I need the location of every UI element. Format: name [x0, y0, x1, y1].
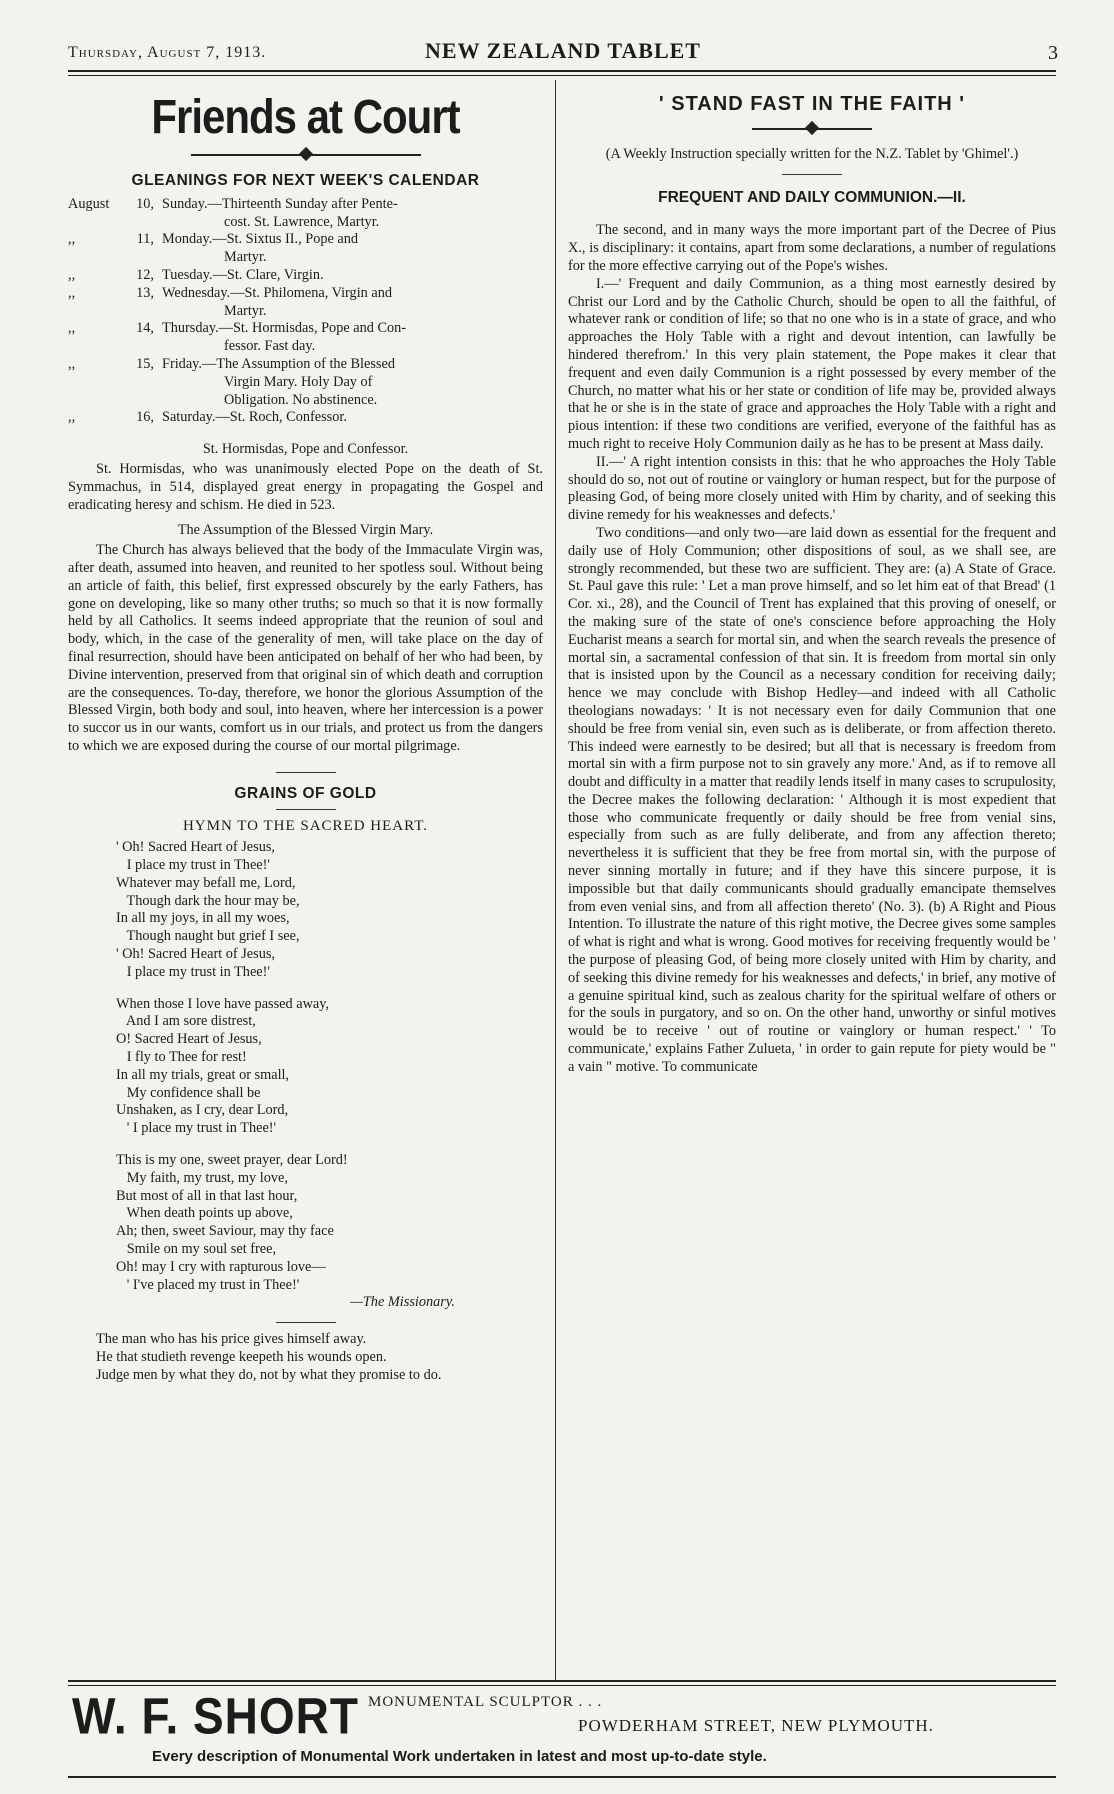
- header-rule: [68, 70, 1056, 72]
- calendar-entry: August 10, Sunday.—Thirteenth Sunday after Pente- cost. St. Lawrence, Martyr.: [68, 195, 398, 230]
- hymn-stanza: This is my one, sweet prayer, dear Lord! My faith, my trust, my love, But most of all in that last hour, When death points up above, Ah; then, sweet Saviour, may thy face Smile on my soul set free, Oh! may I cry with rapturous love— ' I've placed my trust in Thee!': [116, 1152, 348, 1293]
- column-title-stand-fast: ' STAND FAST IN THE FAITH ': [658, 93, 966, 115]
- communion-heading: FREQUENT AND DAILY COMMUNION.—II.: [658, 188, 966, 206]
- advert-tagline: Every description of Monumental Work undertaken in latest and most up-to-date style.: [152, 1748, 767, 1765]
- hymn-title: HYMN TO THE SACRED HEART.: [182, 817, 429, 834]
- paragraph-hormisdas: St. Hormisdas, who was unanimously elected Pope on the death of St. Symmachus, in 514, displayed great energy in propagating the Gospel and eradicating heresy and schism. He died in 523.: [68, 460, 543, 513]
- issue-date: Thursday, August 7, 1913.: [68, 44, 267, 61]
- article-paragraph: I.—' Frequent and daily Communion, as a thing most earnestly desired by Christ our Lord and by the Catholic Church, should be open to all the faithful, of whatever rank or condition of life; so that no one who is in a state of grace, and who approaches the Holy Table with a right and devout intention, can lawfully be hindered therefrom.' In this very plain statement, the Pope makes it clear that frequent and even daily Communion is a right possessed by every member of the Church, no matter what his or her state or condition of life may be, provided always that he or she is in the state of grace and approaches the Holy Table with a right and pious intention: if these two conditions are verified, everyone of the faithful has as much right to receive Holy Communion daily as he has to be present at Mass daily.: [568, 275, 1056, 452]
- article-paragraph: The second, and in many ways the more important part of the Decree of Pius X., is disciplinary: it contains, apart from some declarations, a number of regulations for the more effective carrying out of the Pope's wishes.: [568, 222, 1056, 274]
- hymn-stanza: When those I love have passed away, And I am sore distrest, O! Sacred Heart of Jesus, I fly to Thee for rest! In all my trials, great or small, My confidence shall be Unshaken, as I cry, dear Lord, ' I place my trust in Thee!': [116, 995, 330, 1137]
- hymn-attribution: —The Missionary.: [350, 1294, 455, 1311]
- article-paragraph: II.—' A right intention consists in this: that he who approaches the Holy Table should do so, not out of routine or vainglory or human respect, but for the purpose of pleasing God, of being more closely united with Him by charity, and of seeking this divine remedy for his weaknesses and defects.': [568, 453, 1056, 524]
- calendar-entry: ,, 16, Saturday.—St. Roch, Confessor.: [68, 409, 347, 426]
- calendar-entry: ,, 12, Tuesday.—St. Clare, Virgin.: [68, 266, 324, 283]
- calendar-entry: ,, 15, Friday.—The Assumption of the Blessed Virgin Mary. Holy Day of Obligation. No abstinence.: [68, 355, 395, 408]
- calendar-list: [68, 196, 543, 427]
- subheading-assumption: The Assumption of the Blessed Virgin Mary.: [177, 522, 434, 539]
- advert-rule: [68, 1680, 1056, 1682]
- calendar-entry: ,, 14, Thursday.—St. Hormisdas, Pope and Con- fessor. Fast day.: [68, 320, 407, 355]
- instruction-intro: (A Weekly Instruction specially written for the N.Z. Tablet by 'Ghimel'.): [605, 145, 1019, 162]
- calendar-heading: GLEANINGS FOR NEXT WEEK'S CALENDAR: [131, 172, 480, 189]
- ornament-rule: [752, 122, 872, 136]
- header-rule-thin: [68, 75, 1056, 76]
- advert-name: W. F. SHORT: [72, 1687, 359, 1745]
- advert-trade: MONUMENTAL SCULPTOR . . .: [368, 1694, 603, 1710]
- advert-bottom-rule: [68, 1776, 1056, 1778]
- hymn-stanza: ' Oh! Sacred Heart of Jesus, I place my trust in Thee!' Whatever may befall me, Lord, Though dark the hour may be, In all my joys, in all my woes, Though naught but grief I see, ' Oh! Sacred Heart of Jesus, I place my trust in Thee!': [116, 839, 300, 980]
- advert-address: POWDERHAM STREET, NEW PLYMOUTH.: [578, 1716, 934, 1735]
- maxim: He that studieth revenge keepeth his wounds open.: [96, 1349, 387, 1366]
- section-rule: [276, 809, 336, 810]
- page-number: 3: [1048, 42, 1058, 64]
- section-rule: [276, 772, 336, 773]
- maxim: Judge men by what they do, not by what they promise to do.: [96, 1366, 442, 1383]
- paragraph-assumption: The Church has always believed that the body of the Immaculate Virgin was, after death, assumed into heaven, and reunited to her spotless soul. Without being an article of faith, this belief, first expressed obscurely by the early Fathers, has gone on developing, like so many other truths; so much so that it is now formally held by all Catholics. It seems indeed appropriate that the reunion of soul and body, which, in the case of the generality of men, will take place on the day of final resurrection, should have been anticipated on behalf of her who had been, by Divine intervention, preserved from that original sin of which death and corruption are the consequences. To-day, therefore, we honor the glorious Assumption of the Blessed Virgin, both body and soul, into heaven, where her intercession is a power to succor us in our wants, comfort us in our trials, and protect us from the dangers to which we are exposed during the course of our mortal pilgrimage.: [68, 542, 543, 754]
- right-column: [568, 84, 1056, 1077]
- masthead: [68, 38, 1058, 66]
- subheading-hormisdas: St. Hormisdas, Pope and Confessor.: [202, 441, 409, 458]
- column-title-friends-at-court: Friends at Court: [151, 89, 460, 144]
- calendar-entry: ,, 13, Wednesday.—St. Philomena, Virgin and Martyr.: [68, 284, 393, 319]
- grains-of-gold-heading: GRAINS OF GOLD: [234, 784, 377, 802]
- maxim: The man who has his price gives himself away.: [96, 1331, 367, 1348]
- calendar-entry: ,, 11, Monday.—St. Sixtus II., Pope and Martyr.: [68, 231, 359, 266]
- article-paragraph: Two conditions—and only two—are laid down as essential for the frequent and daily use of Holy Communion; other dispositions of soul, as we shall see, are strongly recommended, but these two are sufficient. They are: (a) A State of Grace. St. Paul gave this rule: ' Let a man prove himself, and so let him eat of that Bread' (1 Cor. xi., 28), and the Council of Trent has explained that this proving of oneself, or the making sure of the state of one's conscience before approaching the Holy Eucharist means a search for mortal sin, and when the search reveals the presence of mortal sin, a sacramental confession of that sin. It is freedom from mortal sin only that is insisted upon by the Council as a necessary condition for receiving daily; hence we may conclude with Bishop Hedley—and indeed with all Catholic theologians nowadays: ' It is not necessary even for daily Communion that one should be free from venial sin, even such as is deliberate, or from affection thereto. This indeed were earnestly to be desired; but all that is necessary is freedom from mortal sin with a firm purpose not to sin gravely any more.' And, as if to remove all doubt and difficulty in a matter that readily lends itself in many cases to scrupulosity, the Decree makes the following declaration: ' Although it is most expedient that those who communicate frequently or daily should be free from venial sins, especially from such as are fully deliberate, and from any affection thereto; nevertheless it is sufficient that they be free from mortal sin, with the purpose of never sinning mortally in future; and if they have this sincere purpose, it is impossible but that daily communicants should gradually emancipate themselves from even venial sins, and from all affection thereto' (No. 3). (b) A Right and Pious Intention. To illustrate the nature of this right motive, the Decree gives some samples of what is right and what is wrong. Good motives for receiving frequently would be ' the purpose of pleasing God, of being more closely united with Him by charity, and of seeking this divine remedy for his weaknesses and defects,' in brief, any motive of a genuine spiritual kind, such as zealous charity for the spiritual welfare of others or for the souls in purgatory, and so on. On the other hand, unworthy or sinful motives would be to receive ' out of routine or vainglory or human respect.' ' To communicate,' explains Father Zulueta, ' in order to gain repute for piety would be " a vain " motive. To communicate: [568, 524, 1056, 1075]
- left-column: [68, 84, 543, 1385]
- section-rule: [276, 1322, 336, 1323]
- publication-title: NEW ZEALAND TABLET: [425, 38, 701, 63]
- column-divider: [555, 80, 556, 1680]
- ornament-rule: [191, 148, 421, 162]
- section-rule: [782, 174, 842, 175]
